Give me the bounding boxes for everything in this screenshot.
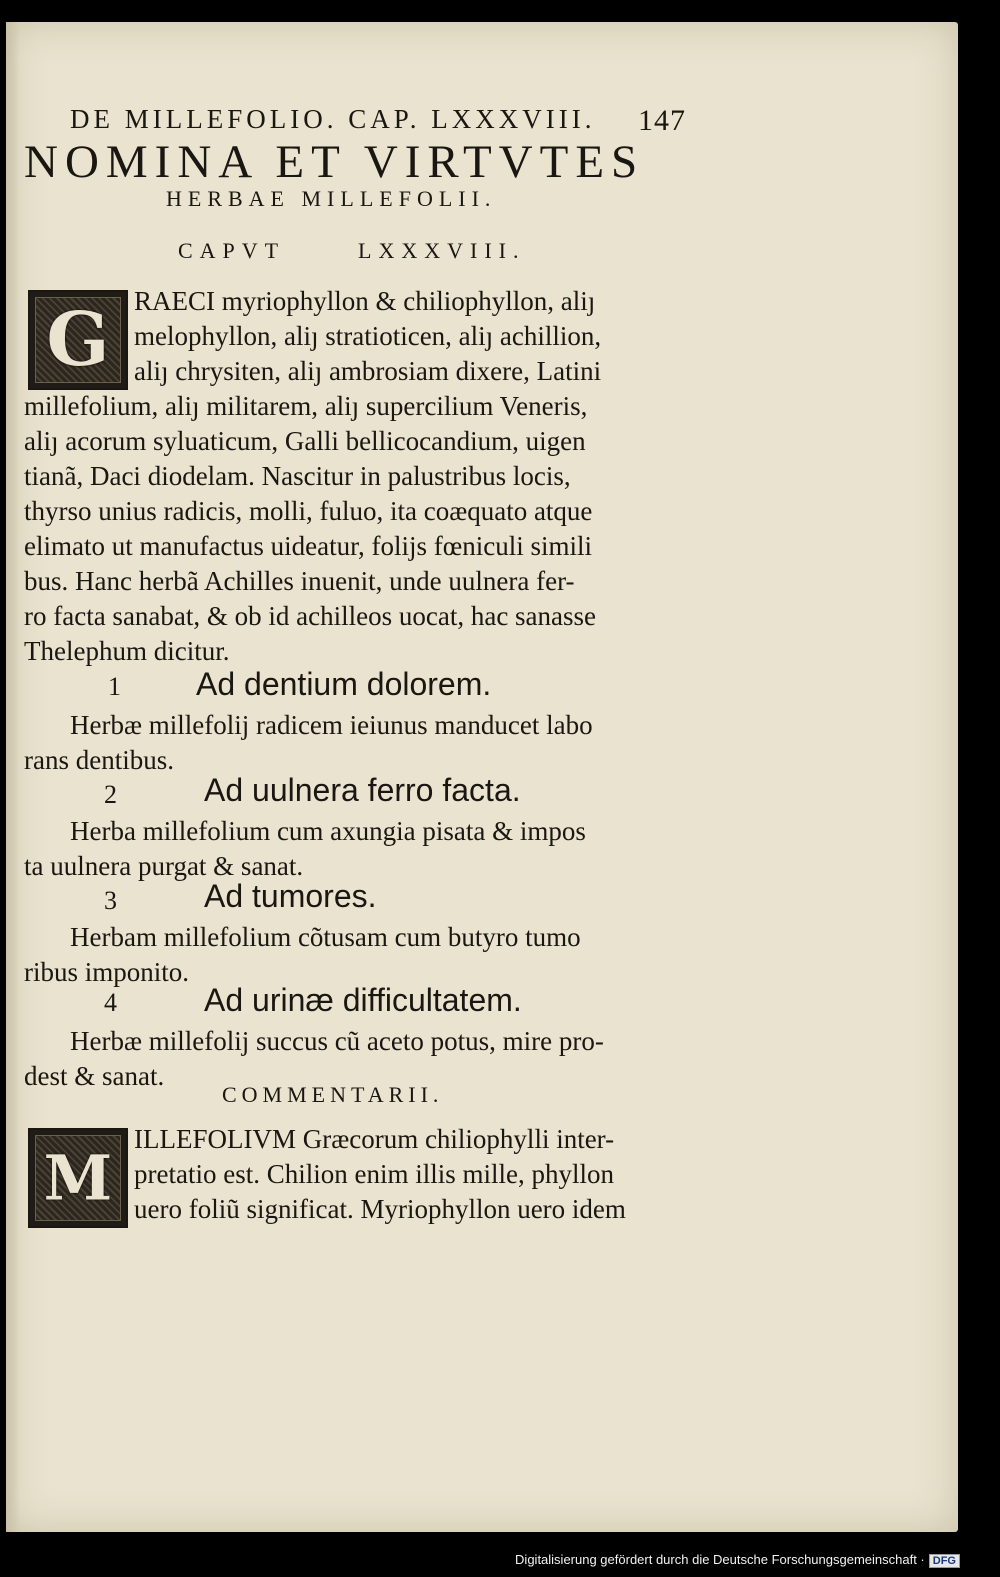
intro-line: RAECI myriophyllon & chiliophyllon, aliȷ	[134, 286, 596, 316]
decorated-initial-g	[28, 290, 128, 390]
running-head-text: DE MILLEFOLIO. CAP. LXXXVIII.	[70, 104, 596, 134]
intro-line: tianã, Daci diodelam. Nascitur in palustribus locis,	[24, 461, 571, 491]
recipe-text-line: Herbæ millefolij radicem ieiunus manducet labo	[70, 710, 593, 740]
recipe-text-line: rans dentibus.	[24, 745, 174, 775]
page-number: 147	[638, 104, 686, 137]
initial-letter: M	[43, 1141, 113, 1215]
intro-line: Thelephum dicitur.	[24, 636, 230, 666]
commentarii-heading: COMMENTARII.	[222, 1082, 444, 1107]
recipe-heading: Ad dentium dolorem.	[196, 666, 492, 702]
intro-line: aliȷ acorum syluaticum, Galli bellicocandium, uigen	[24, 426, 586, 456]
intro-line: aliȷ chrysiten, aliȷ ambrosiam dixere, Latini	[134, 356, 602, 386]
page-subtitle: HERBAE MILLEFOLII.	[166, 186, 497, 211]
recipe-heading: Ad urinæ difficultatem.	[204, 982, 522, 1018]
commentary-line: uero foliũ significat. Myriophyllon uero idem	[134, 1194, 626, 1224]
page-title: NOMINA ET VIRTVTES	[24, 136, 645, 188]
recipe-text-line: Herbam millefolium cõtusam cum butyro tumo	[70, 922, 581, 952]
chapter-label: CAPVT	[178, 238, 286, 263]
recipe-number: 4	[104, 988, 117, 1017]
recipe-text-line: Herbæ millefolij succus cũ aceto potus, mire pro-	[70, 1026, 604, 1056]
commentary-line: ILLEFOLIVM Græcorum chiliophylli inter-	[134, 1124, 615, 1154]
dfg-logo: DFG	[929, 1554, 960, 1568]
intro-line: bus. Hanc herbã Achilles inuenit, unde uulnera fer-	[24, 566, 575, 596]
chapter-heading	[178, 238, 526, 264]
intro-line: ro facta sanabat, & ob id achilleos uocat, hac sanasse	[24, 601, 597, 631]
intro-line: melophyllon, aliȷ stratioticen, aliȷ achillion,	[134, 321, 602, 351]
credit-text: Digitalisierung gefördert durch die Deutsche Forschungsgemeinschaft ·	[515, 1552, 925, 1567]
recipe-heading: Ad uulnera ferro facta.	[204, 772, 521, 808]
running-head	[70, 104, 686, 137]
digitization-credit	[515, 1552, 960, 1568]
recipe-heading: Ad tumores.	[204, 878, 377, 914]
commentary-line: pretatio est. Chilion enim illis mille, phyllon	[134, 1159, 614, 1189]
initial-letter: G	[46, 297, 110, 383]
decorated-initial-m	[28, 1128, 128, 1228]
recipe-text-line: ta uulnera purgat & sanat.	[24, 851, 304, 881]
recipe-number: 1	[108, 672, 121, 701]
intro-line: elimato ut manufactus uideatur, folijs fœniculi simili	[24, 531, 593, 561]
chapter-number: LXXXVIII.	[358, 238, 526, 263]
recipe-text-line: dest & sanat.	[24, 1061, 165, 1091]
recipe-text-line: ribus imponito.	[24, 957, 190, 987]
recipe-text-line: Herba millefolium cum axungia pisata & impos	[70, 816, 586, 846]
page-edge-shadow	[6, 22, 20, 1532]
intro-line: thyrso unius radicis, molli, fuluo, ita coæquato atque	[24, 496, 593, 526]
intro-line: millefolium, aliȷ militarem, aliȷ supercilium Veneris,	[24, 391, 588, 421]
recipe-number: 2	[104, 780, 117, 809]
recipe-number: 3	[104, 886, 117, 915]
